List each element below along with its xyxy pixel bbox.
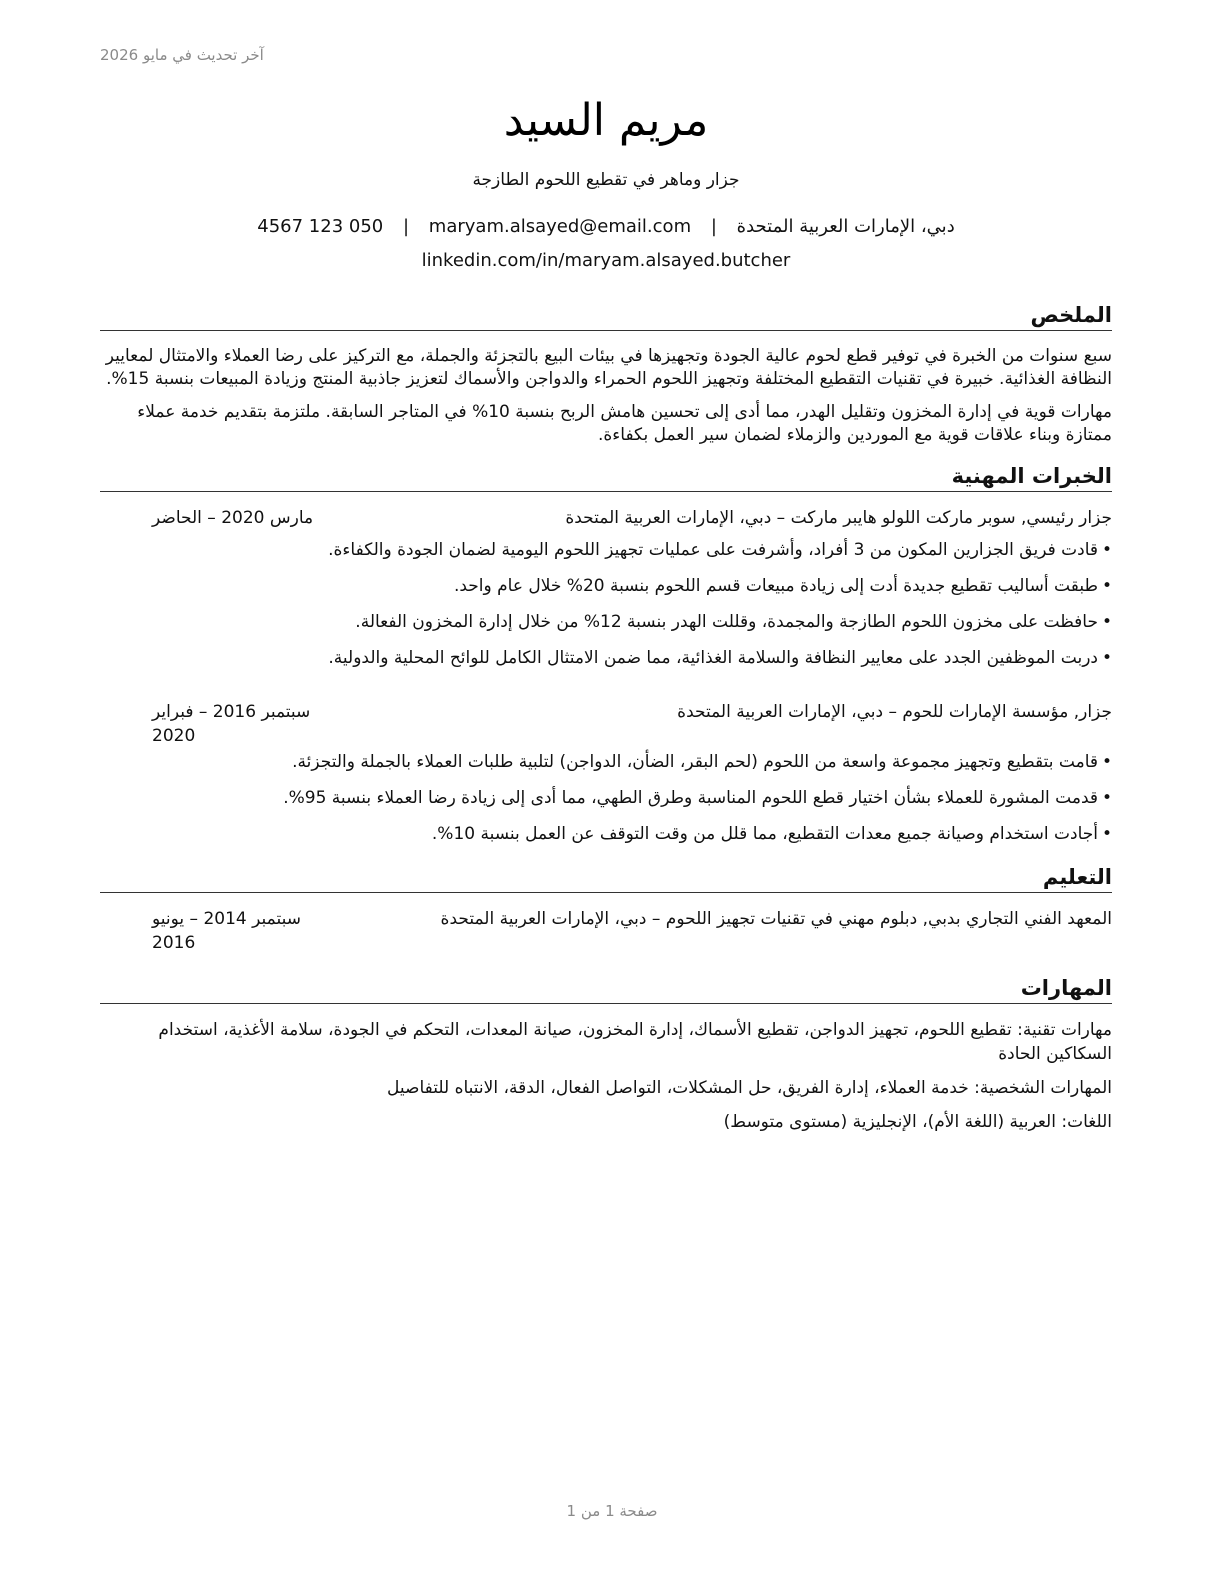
summary-paragraph: سبع سنوات من الخبرة في توفير قطع لحوم عالية الجودة وتجهيزها في بيئات البيع بالتجزئة والجملة، مع التركيز على رضا العملاء والامتثال لمعايير النظافة الغذائية. خبيرة في تقنيات التقطيع المختلفة وتجهيز اللحوم الحمراء والدواجن والأسماك لتعزيز جاذبية المنتج وزيادة المبيعات بنسبة 15%. (105, 346, 1112, 389)
job-header (100, 700, 1112, 748)
list-item (100, 750, 1112, 774)
list-item (100, 646, 1112, 670)
job-title-company: جزار رئيسي, سوبر ماركت اللولو هايبر ماركت – دبي، الإمارات العربية المتحدة (565, 508, 1112, 528)
bullet-text: قادت فريق الجزارين المكون من 3 أفراد، وأشرفت على عمليات تجهيز اللحوم اليومية لضمان الجودة والكفاءة. (328, 540, 1098, 560)
bullet-icon: • (1101, 540, 1112, 560)
job-bullets (100, 750, 1112, 846)
bullet-icon: • (1101, 612, 1112, 632)
bullet-icon: • (1101, 788, 1112, 808)
bullet-icon: • (1101, 576, 1112, 596)
job-bullets (100, 538, 1112, 670)
bullet-text: قدمت المشورة للعملاء بشأن اختيار قطع اللحوم المناسبة وطرق الطهي، مما أدى إلى زيادة رضا العملاء بنسبة 95%. (283, 788, 1098, 808)
education-heading: التعليم (100, 862, 1112, 893)
summary-paragraph: مهارات قوية في إدارة المخزون وتقليل الهدر، مما أدى إلى تحسين هامش الربح بنسبة 10% في المتاجر السابقة. ملتزمة بتقديم خدمة عملاء ممتازة وبناء علاقات قوية مع الموردين والزملاء لضمان سير العمل بكفاءة. (137, 402, 1112, 445)
bullet-text: حافظت على مخزون اللحوم الطازجة والمجمدة، وقللت الهدر بنسبة 12% من خلال إدارة المخزون الفعالة. (355, 612, 1098, 632)
page-number: صفحة 1 من 1 (566, 1502, 658, 1520)
list-item (100, 538, 1112, 562)
education-dates: سبتمبر 2014 – يونيو 2016 (152, 909, 301, 953)
candidate-title: جزار وماهر في تقطيع اللحوم الطازجة (472, 170, 740, 190)
linkedin-link[interactable]: linkedin.com/in/maryam.alsayed.butcher (421, 250, 791, 271)
list-item (100, 786, 1112, 810)
bullet-icon: • (1101, 648, 1112, 668)
experience-heading: الخبرات المهنية (100, 461, 1112, 492)
bullet-text: قامت بتقطيع وتجهيز مجموعة واسعة من اللحوم (لحم البقر، الضأن، الدواجن) لتلبية طلبات العملاء بالجملة والتجزئة. (292, 752, 1098, 772)
job-title-company: جزار, مؤسسة الإمارات للحوم – دبي، الإمارات العربية المتحدة (677, 702, 1112, 722)
contact-separator: | (402, 216, 410, 237)
bullet-text: طبقت أساليب تقطيع جديدة أدت إلى زيادة مبيعات قسم اللحوم بنسبة 20% خلال عام واحد. (453, 576, 1098, 596)
skills-technical: مهارات تقنية: تقطيع اللحوم، تجهيز الدواجن، تقطيع الأسماك، إدارة المخزون، صيانة المعدات، التحكم في الجودة، سلامة الأغذية، استخدام السكاكين الحادة (158, 1020, 1112, 1064)
skills-languages: اللغات: العربية (اللغة الأم)، الإنجليزية (مستوى متوسط) (723, 1112, 1112, 1132)
email-link[interactable]: maryam.alsayed@email.com (428, 216, 692, 237)
phone-text: 4567 123 050 (257, 216, 384, 237)
contact-line (100, 214, 1112, 240)
bullet-text: دربت الموظفين الجدد على معايير النظافة والسلامة الغذائية، مما ضمن الامتثال الكامل للوائح المحلية والدولية. (328, 648, 1098, 668)
skills-soft: المهارات الشخصية: خدمة العملاء، إدارة الفريق، حل المشكلات، التواصل الفعال، الدقة، الانتباه للتفاصيل (387, 1078, 1112, 1098)
last-updated-note: آخر تحديث في مايو 2026 (100, 46, 264, 64)
bullet-text: أجادت استخدام وصيانة جميع معدات التقطيع، مما قلل من وقت التوقف عن العمل بنسبة 10%. (431, 824, 1098, 844)
job-entry (100, 700, 1112, 846)
list-item (100, 610, 1112, 634)
job-entry (100, 506, 1112, 670)
job-dates: مارس 2020 – الحاضر (152, 508, 314, 528)
location-text: دبي، الإمارات العربية المتحدة (736, 216, 955, 237)
education-entry (100, 907, 1112, 955)
bullet-icon: • (1101, 824, 1112, 844)
bullet-icon: • (1101, 752, 1112, 772)
summary-heading: الملخص (100, 300, 1112, 331)
resume-page (100, 90, 1112, 1134)
education-school-degree: المعهد الفني التجاري بدبي, دبلوم مهني في تقنيات تجهيز اللحوم – دبي، الإمارات العربية المتحدة (440, 909, 1112, 929)
job-header (100, 506, 1112, 530)
list-item (100, 574, 1112, 598)
job-dates: سبتمبر 2016 – فبراير 2020 (152, 702, 311, 746)
candidate-name: مريم السيد (503, 95, 709, 146)
contact-separator: | (710, 216, 717, 237)
list-item (100, 822, 1112, 846)
skills-heading: المهارات (100, 973, 1112, 1004)
